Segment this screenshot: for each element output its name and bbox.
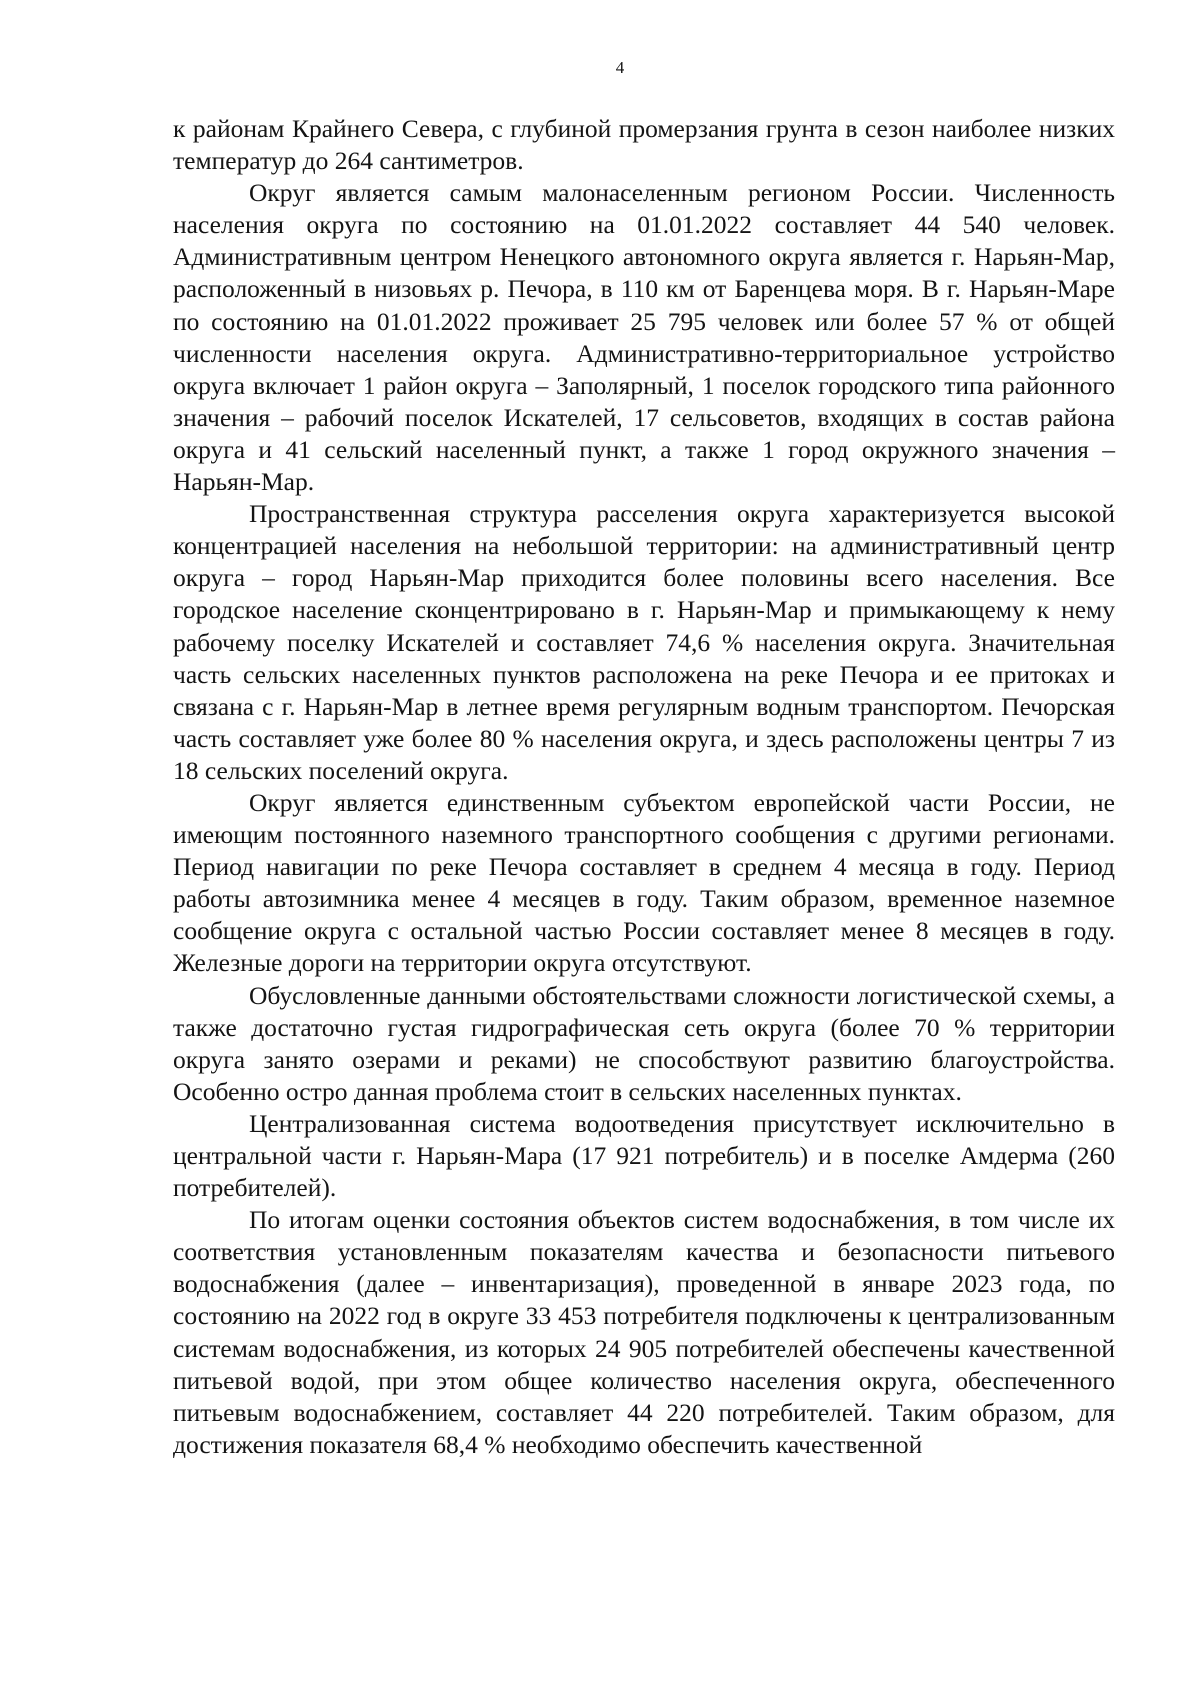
paragraph-sewerage: Централизованная система водоотведения присутствует исключительно в центральной части г. Нарьян-Мара (17 921 потребитель) и в поселке Амдерма (260 потребителей). <box>173 1108 1115 1203</box>
document-body <box>173 113 1115 1461</box>
paragraph-water-supply: По итогам оценки состояния объектов систем водоснабжения, в том числе их соответствия установленным показателям качества и безопасности питьевого водоснабжения (далее – инвентаризация), проведенной в январе 2023 года, по состоянию на 2022 год в округе 33 453 потребителя подключены к централизованным системам водоснабжения, из которых 24 905 потребителей обеспечены качественной питьевой водой, при этом общее количество населения округа, обеспеченного питьевым водоснабжением, составляет 44 220 потребителей. Таким образом, для достижения показателя 68,4 % необходимо обеспечить качественной <box>173 1205 1115 1459</box>
paragraph-logistics: Обусловленные данными обстоятельствами сложности логистической схемы, а также достаточно густая гидрографическая сеть округа (более 70 % территории округа занято озерами и реками) не способствуют развитию благоустройства. Особенно остро данная проблема стоит в сельских населенных пунктах. <box>173 980 1115 1106</box>
paragraph-continuation: к районам Крайнего Севера, с глубиной промерзания грунта в сезон наиболее низких температур до 264 сантиметров. <box>173 114 1115 176</box>
paragraph-settlement-structure: Пространственная структура расселения округа характеризуется высокой концентрацией населения на небольшой территории: на административный центр округа – город Нарьян-Мар приходится более половины всего населения. Все городское население сконцентрировано в г. Нарьян-Мар и примыкающему к нему рабочему поселку Искателей и составляет 74,6 % населения округа. Значительная часть сельских населенных пунктов расположена на реке Печора и ее притоках и связана с г. Нарьян-Мар в летнее время регулярным водным транспортом. Печорская часть составляет уже более 80 % населения округа, и здесь расположены центры 7 из 18 сельских поселений округа. <box>173 499 1115 785</box>
paragraph-transport: Округ является единственным субъектом европейской части России, не имеющим постоянного наземного транспортного сообщения с другими регионами. Период навигации по реке Печора составляет в среднем 4 месяца в году. Период работы автозимника менее 4 месяцев в году. Таким образом, временное наземное сообщение округа с остальной частью России составляет менее 8 месяцев в году. Железные дороги на территории округа отсутствуют. <box>173 787 1115 978</box>
page-number: 4 <box>615 58 625 77</box>
paragraph-population: Округ является самым малонаселенным регионом России. Численность населения округа по состоянию на 01.01.2022 составляет 44 540 человек. Административным центром Ненецкого автономного округа является г. Нарьян-Мар, расположенный в низовьях р. Печора, в 110 км от Баренцева моря. В г. Нарьян-Маре по состоянию на 01.01.2022 проживает 25 795 человек или более 57 % от общей численности населения округа. Административно-территориальное устройство округа включает 1 район округа – Заполярный, 1 поселок городского типа районного значения – рабочий поселок Искателей, 17 сельсоветов, входящих в состав района округа и 41 сельский населенный пункт, а также 1 город окружного значения – Нарьян-Мар. <box>173 178 1115 497</box>
